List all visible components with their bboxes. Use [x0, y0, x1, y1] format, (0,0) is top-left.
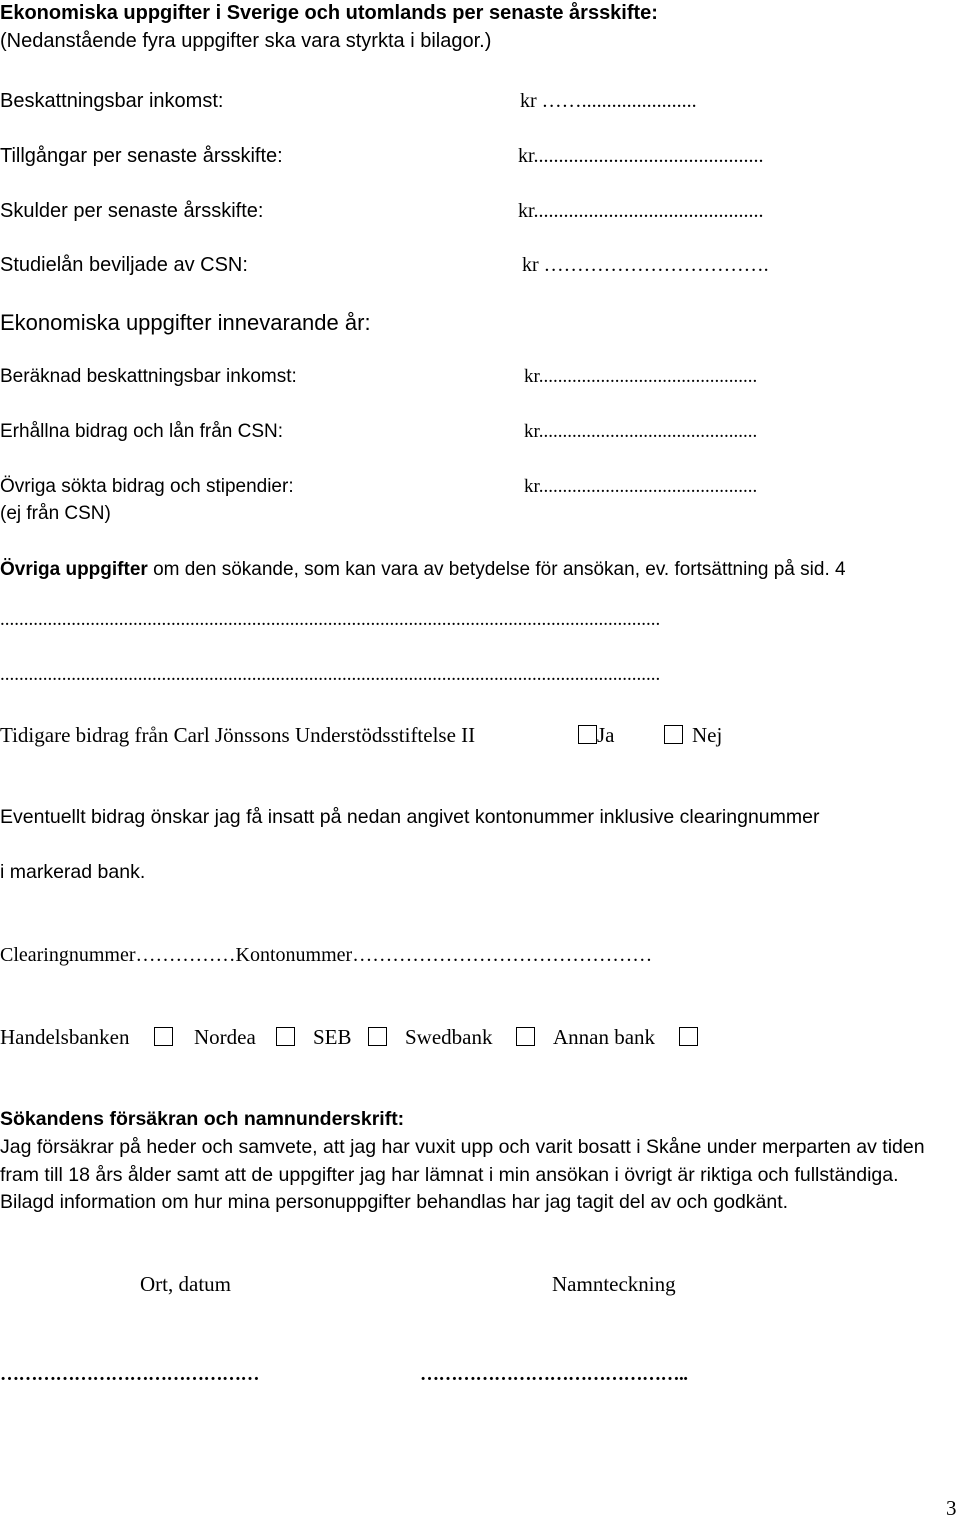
bank-label: Handelsbanken	[0, 1025, 130, 1049]
other-grants-label: Övriga sökta bidrag och stipendier:	[0, 476, 294, 497]
account-info-line-1: Eventuellt bidrag önskar jag få insatt på nedan angivet kontonummer inklusive clearingnummer	[0, 806, 820, 828]
account-number-field[interactable]: ………………………………………	[352, 944, 653, 966]
student-loans-label: Studielån beviljade av CSN:	[0, 254, 248, 276]
other-info-line-1[interactable]: ...........................................................................................................................................	[0, 609, 661, 630]
assets-label: Tillgångar per senaste årsskifte:	[0, 145, 283, 167]
student-loans-field[interactable]: kr …………………………….	[522, 254, 769, 276]
other-info-bold: Övriga uppgifter	[0, 559, 148, 580]
section-subtitle: (Nedanstående fyra uppgifter ska vara styrkta i bilagor.)	[0, 30, 492, 52]
checkbox-no[interactable]	[664, 725, 683, 744]
checkbox-handelsbanken[interactable]	[154, 1027, 173, 1046]
other-info-text	[0, 559, 846, 581]
account-fields	[0, 944, 652, 967]
current-year-heading: Ekonomiska uppgifter innevarande år:	[0, 310, 371, 335]
taxable-income-label: Beskattningsbar inkomst:	[0, 90, 224, 112]
previous-grant-question: Tidigare bidrag från Carl Jönssons Understödsstiftelse II	[0, 723, 476, 747]
place-date-line[interactable]: ……………………………………	[0, 1364, 259, 1385]
csn-received-field[interactable]: kr..............................................	[524, 421, 758, 442]
clearing-number-label: Clearingnummer	[0, 944, 136, 966]
place-date-label: Ort, datum	[140, 1272, 231, 1296]
other-grants-note: (ej från CSN)	[0, 503, 111, 524]
section-title: Ekonomiska uppgifter i Sverige och utomlands per senaste årsskifte:	[0, 2, 658, 24]
other-info-line-2[interactable]: ...........................................................................................................................................	[0, 664, 661, 685]
signature-line[interactable]: ……………………………………..	[420, 1364, 688, 1385]
csn-received-label: Erhållna bidrag och lån från CSN:	[0, 421, 284, 442]
checkbox-swedbank[interactable]	[516, 1027, 535, 1046]
debts-label: Skulder per senaste årsskifte:	[0, 200, 264, 222]
declaration-heading: Sökandens försäkran och namnunderskrift:	[0, 1108, 405, 1130]
checkbox-yes[interactable]	[578, 725, 597, 744]
clearing-number-field[interactable]: ……………	[135, 944, 236, 966]
option-no[interactable]	[664, 723, 722, 748]
estimated-income-label: Beräknad beskattningsbar inkomst:	[0, 366, 297, 387]
signature-label: Namnteckning	[552, 1272, 676, 1296]
debts-field[interactable]: kr..............................................	[518, 200, 764, 222]
bank-label: Annan bank	[553, 1025, 656, 1049]
estimated-income-field[interactable]: kr..............................................	[524, 366, 758, 387]
account-number-label: Kontonummer	[235, 944, 353, 966]
other-grants-field[interactable]: kr..............................................	[524, 476, 758, 497]
other-info-rest: om den sökande, som kan vara av betydelse för ansökan, ev. fortsättning på sid. 4	[147, 559, 846, 580]
checkbox-seb[interactable]	[368, 1027, 387, 1046]
option-yes[interactable]	[578, 723, 615, 748]
bank-option-other[interactable]	[553, 1025, 655, 1050]
checkbox-other-bank[interactable]	[679, 1027, 698, 1046]
option-no-label: Nej	[692, 723, 723, 747]
bank-option-swedbank[interactable]	[405, 1025, 493, 1050]
bank-option-handelsbanken[interactable]	[0, 1025, 129, 1050]
taxable-income-field[interactable]: kr …….......................	[520, 90, 697, 112]
assets-field[interactable]: kr..............................................	[518, 145, 764, 167]
page-number: 3	[946, 1496, 957, 1520]
account-info-line-2: i markerad bank.	[0, 861, 146, 883]
declaration-text: Jag försäkrar på heder och samvete, att jag har vuxit upp och varit bosatt i Skåne under merparten av tiden fram till 18 års ålder samt att de uppgifter jag har lämnat i min ansökan i övrigt är riktiga och fullständiga. Bilagd information om hur mina personuppgifter behandlas har jag tagit del av och godkänt.	[0, 1136, 925, 1213]
bank-option-nordea[interactable]	[194, 1025, 256, 1050]
bank-option-seb[interactable]	[313, 1025, 352, 1050]
bank-label: Nordea	[194, 1025, 256, 1049]
checkbox-nordea[interactable]	[276, 1027, 295, 1046]
bank-label: SEB	[313, 1025, 352, 1049]
bank-label: Swedbank	[405, 1025, 493, 1049]
option-yes-label: Ja	[597, 723, 615, 747]
